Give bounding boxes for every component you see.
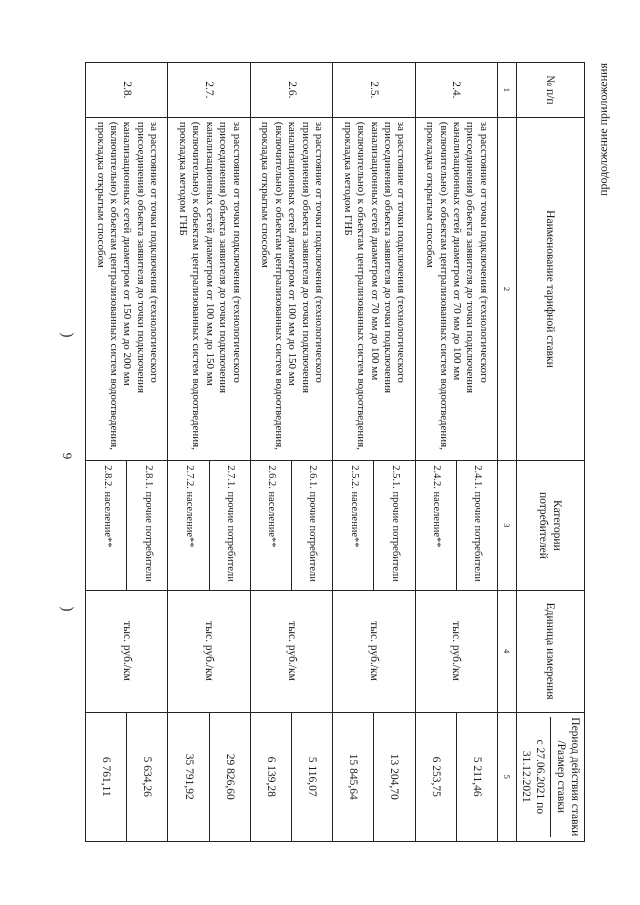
rate-value: 6 761,11	[86, 712, 127, 841]
header-category: Категории потребителей	[516, 461, 584, 590]
category-label: 2.5.2. население**	[333, 461, 374, 590]
rate-value: 15 845,64	[333, 712, 374, 841]
column-index: 1	[497, 63, 516, 118]
unit-cell: тыс. руб./км	[168, 590, 250, 712]
rate-value: 6 139,28	[250, 712, 291, 841]
rate-value: 5 211,46	[456, 712, 497, 841]
rate-value: 29 826,60	[209, 712, 250, 841]
header-unit: Единица измерения	[516, 590, 584, 712]
table-row	[456, 63, 497, 842]
table-row	[209, 63, 250, 842]
left-parenthesis-mark: (	[57, 606, 75, 612]
header-row	[516, 63, 584, 842]
rate-value: 6 253,75	[415, 712, 456, 841]
row-number: 2.6.	[250, 63, 332, 118]
header-num: № п/п	[516, 63, 584, 118]
header-name: Наименование тарифной ставки	[516, 117, 584, 460]
rotated-table-sheet	[85, 62, 585, 842]
row-name: за расстояние от точки подключения (технологического присоединения) объекта заявителя до точки подключения канализационных сетей диаметром от 100 мм до 150 мм (включительно) к объектам централизованных систем водоотведения, прокладка открытым способом	[250, 117, 332, 460]
row-name: за расстояние от точки подключения (технологического присоединения) объекта заявителя до точки подключения канализационных сетей диаметром от 70 мм до 100 мм (включительно) к объектам централизованных систем водоотведения, прокладка открытым способом	[415, 117, 497, 460]
category-label: 2.4.2. население**	[415, 461, 456, 590]
rate-value: 5 634,26	[127, 712, 168, 841]
header-period-range: с 27.06.2021 по 31.12.2021	[519, 739, 546, 815]
table-row	[374, 63, 415, 842]
row-number: 2.5.	[333, 63, 415, 118]
category-label: 2.8.1. прочие потребители	[127, 461, 168, 590]
unit-cell: тыс. руб./км	[415, 590, 497, 712]
right-parenthesis-mark: (	[57, 332, 75, 338]
row-name: за расстояние от точки подключения (технологического присоединения) объекта заявителя до точки подключения канализационных сетей диаметром от 100 мм до 150 мм (включительно) к объектам централизованных систем водоотведения, прокладка методом ГНБ	[168, 117, 250, 460]
row-name: за расстояние от точки подключения (технологического присоединения) объекта заявителя до точки подключения канализационных сетей диаметром от 70 мм до 100 мм (включительно) к объектам централизованных систем водоотведения, прокладка методом ГНБ	[333, 117, 415, 460]
header-period-title: Период действия ставки /Размер ставки	[550, 717, 582, 837]
column-index: 5	[497, 712, 516, 841]
unit-cell: тыс. руб./км	[333, 590, 415, 712]
column-index: 2	[497, 117, 516, 460]
header-period	[516, 712, 584, 841]
column-index: 3	[497, 461, 516, 590]
category-label: 2.8.2. население**	[86, 461, 127, 590]
column-index: 4	[497, 590, 516, 712]
rate-value: 35 791,92	[168, 712, 209, 841]
row-number: 2.7.	[168, 63, 250, 118]
category-label: 2.4.1. прочие потребители	[456, 461, 497, 590]
table-row	[292, 63, 333, 842]
row-number: 2.4.	[415, 63, 497, 118]
rate-value: 5 116,07	[292, 712, 333, 841]
rate-value: 13 204,70	[374, 712, 415, 841]
column-index-row	[497, 63, 516, 842]
unit-cell: тыс. руб./км	[250, 590, 332, 712]
category-label: 2.5.1. прочие потребители	[374, 461, 415, 590]
row-name: за расстояние от точки подключения (технологического присоединения) объекта заявителя до точки подключения канализационных сетей диаметром от 150 мм до 200 мм (включительно) к объектам централизованных систем водоотведения, прокладка открытым способом	[86, 117, 168, 460]
category-label: 2.7.2. население**	[168, 461, 209, 590]
unit-cell: тыс. руб./км	[86, 590, 168, 712]
continuation-label: продолжение приложения	[596, 63, 610, 196]
category-label: 2.7.1. прочие потребители	[209, 461, 250, 590]
table-row	[127, 63, 168, 842]
page-number: 6	[59, 452, 75, 460]
tariff-table	[85, 62, 585, 842]
category-label: 2.6.1. прочие потребители	[292, 461, 333, 590]
category-label: 2.6.2. население**	[250, 461, 291, 590]
row-number: 2.8.	[86, 63, 168, 118]
